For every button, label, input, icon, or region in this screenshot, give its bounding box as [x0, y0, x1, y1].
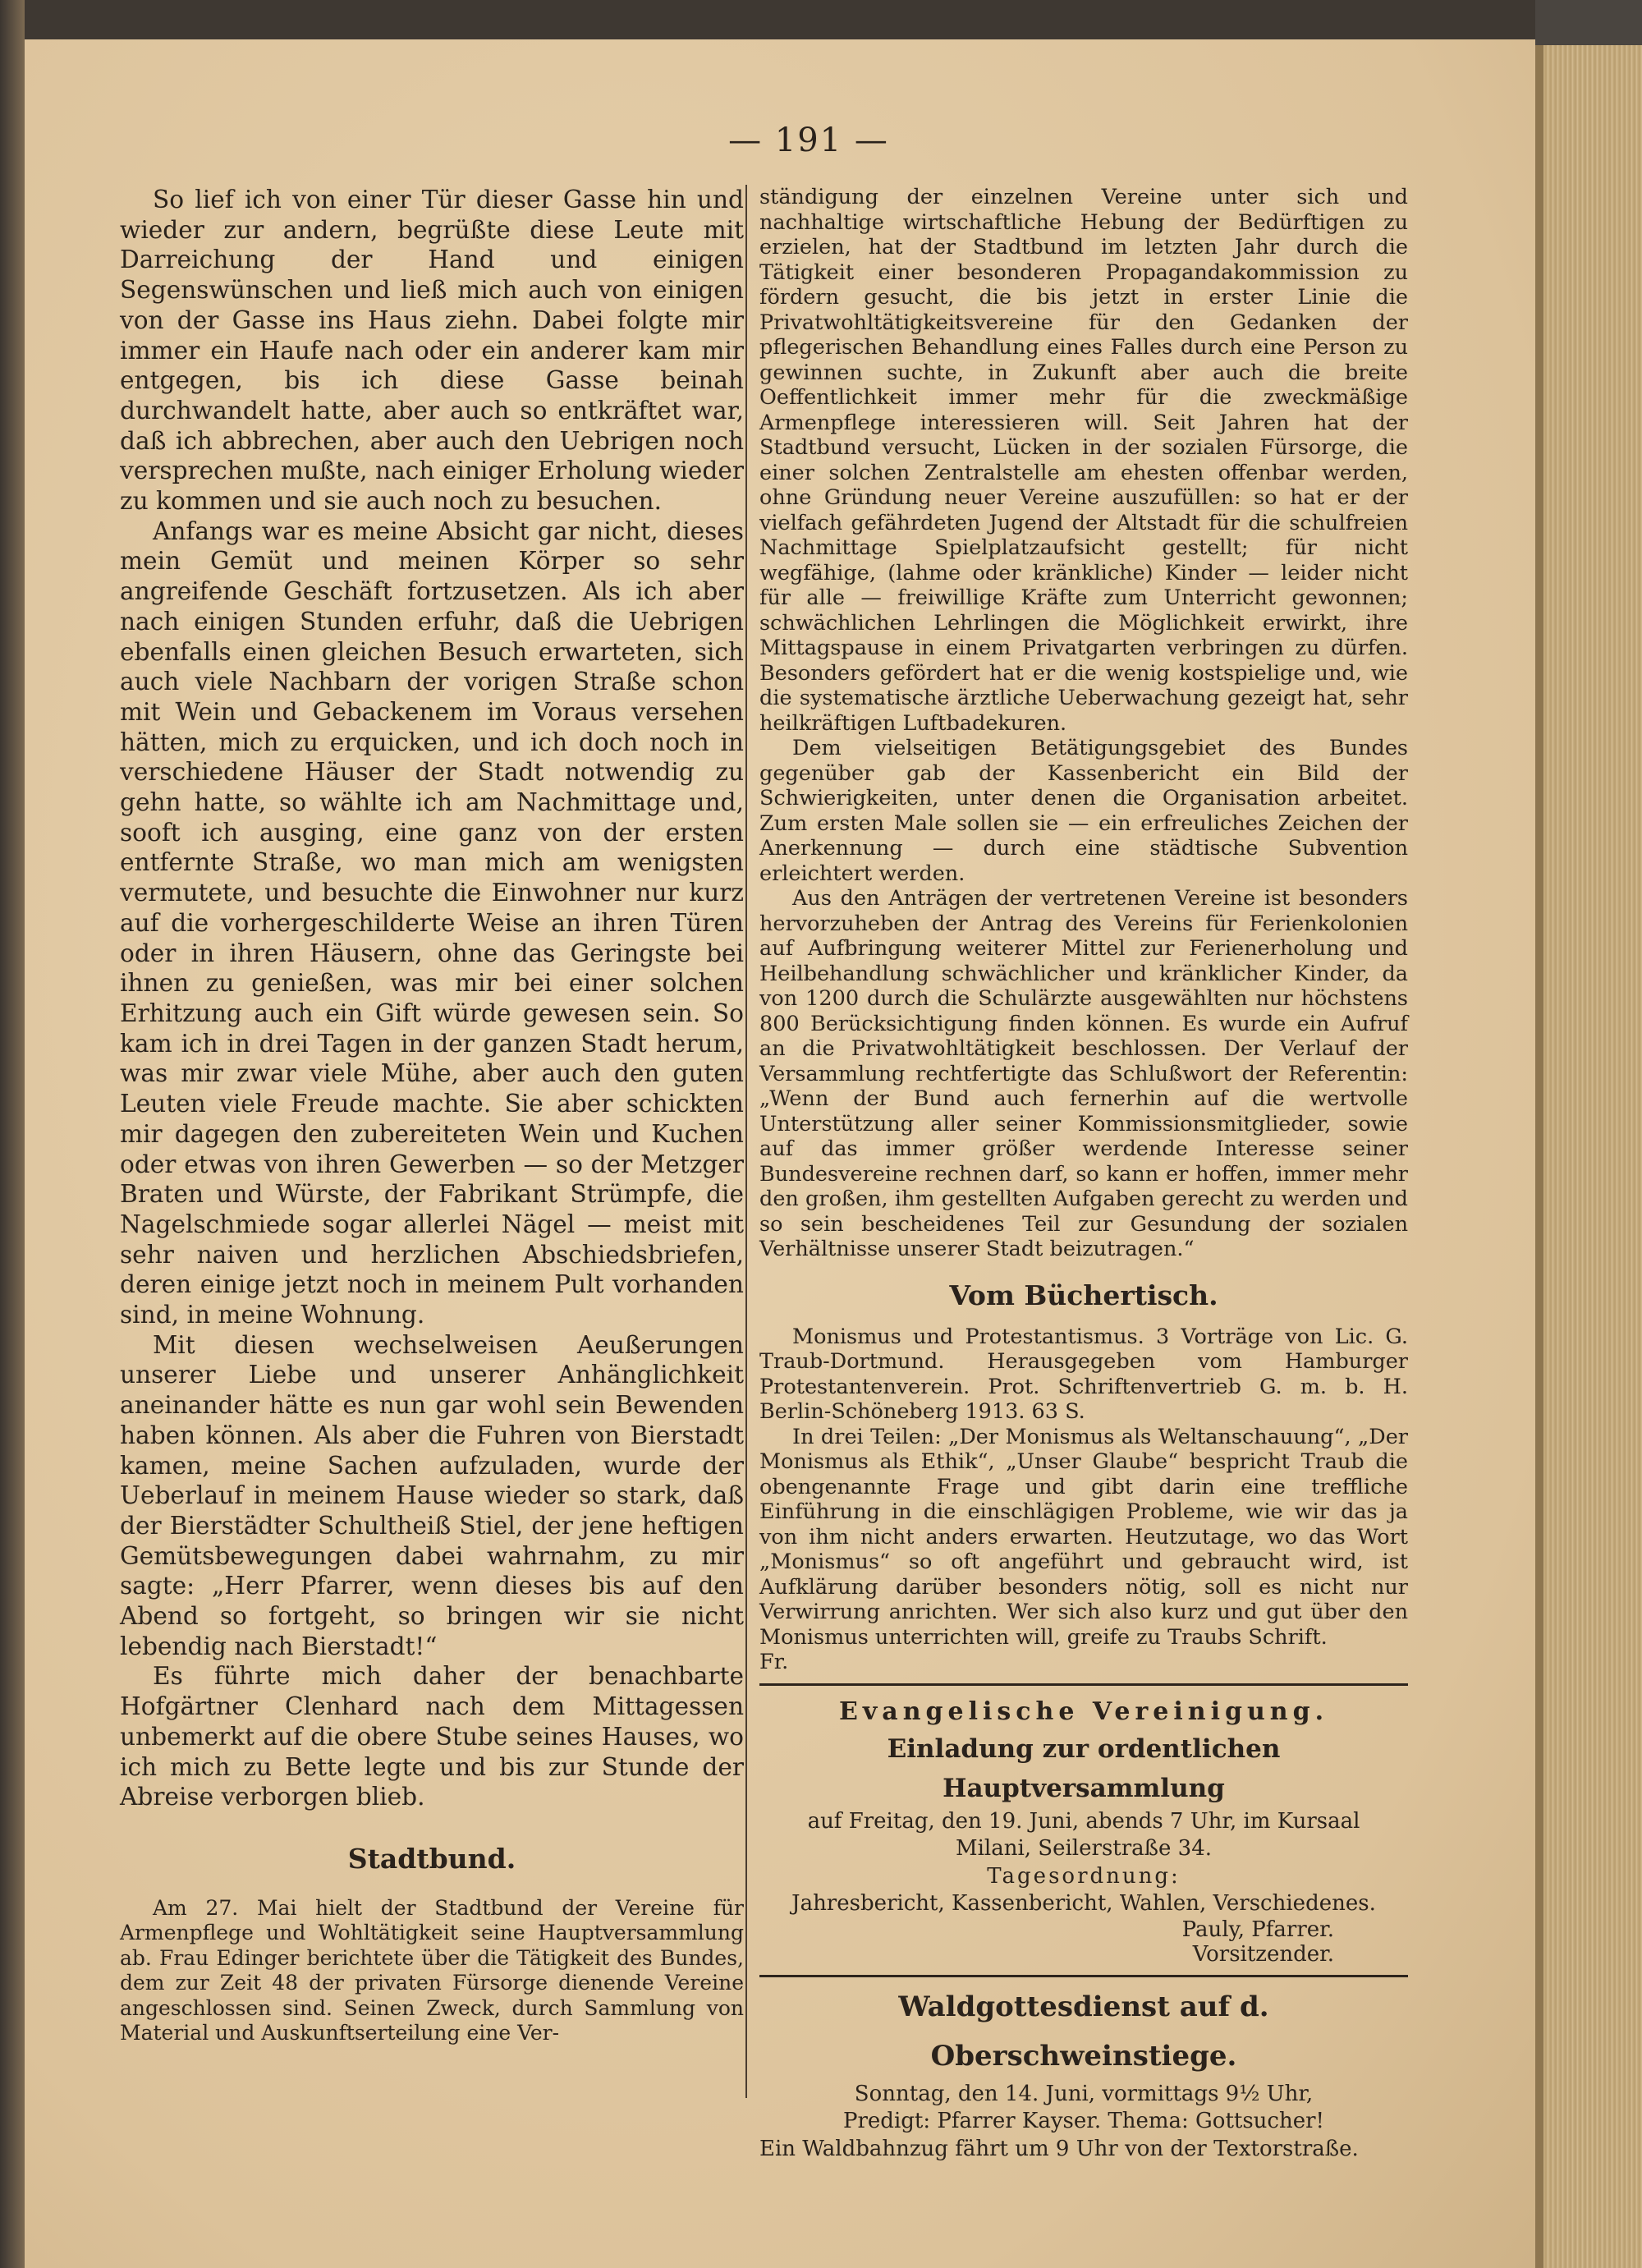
left-paragraph-3: Mit diesen wechselweisen Aeußerungen unserer Liebe und unserer Anhänglichkeit aneinander hätte es nun gar wohl sein Bewenden haben können. Als aber die Fuhren von Bierstadt kamen, meine Sachen aufzuladen, wurde der Ueberlauf in meinem Hause wieder so stark, daß der Bierstädter Schultheiß Stiel, der jene heftigen Gemütsbewegungen dabei wahrnahm, zu mir sagte: „Herr Pfarrer, wenn dieses bis auf den Abend so fortgeht, so bringen wir sie nicht lebendig nach Bierstadt!“: [120, 1330, 744, 1660]
ad1-subheading: Einladung zur ordentlichen Hauptversammlung: [887, 1733, 1281, 1803]
left-paragraph-1: So lief ich von einer Tür dieser Gasse hin und wieder zur andern, begrüßte diese Leute mit Darreichung der Hand und einigen Segenswünschen und ließ mich auch von einigen von der Gasse ins Haus ziehn. Dabei folgte mir immer ein Haufe nach oder ein anderer kam mir entgegen, bis ich diese Gasse beinah durchwandelt hatte, aber auch so entkräftet war, daß ich abbrechen, aber auch den Uebrigen noch versprechen mußte, nach einiger Erholung wieder zu kommen und sie auch noch zu besuchen.: [120, 186, 744, 516]
stadtbund-paragraph-3: Aus den Anträgen der vertretenen Vereine ist besonders hervorzuheben der Antrag des Vereins für Ferienkolonien auf Aufbringung weiterer Mittel zur Ferienerholung und Heilbehandlung schwächlicher und kränklicher Kinder, da von 1200 durch die Schulärzte ausgewählten nur höchstens 800 Berücksichtigung finden können. Es wurde ein Aufruf an die Privatwohltätigkeit beschlossen. Der Verlauf der Versammlung rechtfertigte das Schlußwort der Referentin: „Wenn der Bund auch fernerhin auf die wertvolle Unterstützung aller seiner Kommissionsmitglieder, sowie auf das immer größer werdende Interesse seiner Bundesvereine rechnen darf, so kann er hoffen, immer mehr den großen, ihm gestellten Aufgaben gerecht zu werden und so sein bescheidenes Teil zur Gesundung der sozialen Verhältnisse unserer Stadt beizutragen.“: [759, 886, 1408, 1261]
left-page-edge: [0, 0, 25, 2268]
divider-rule-2: [759, 1975, 1408, 1977]
ad1-signer-role: Vorsitzender.: [1192, 1941, 1334, 1967]
page-stack-edge: [1543, 45, 1642, 2268]
stadtbund-heading: Stadtbund.: [347, 1842, 516, 1875]
ad1-line2: Milani, Seilerstraße 34.: [955, 1835, 1213, 1861]
left-paragraph-2: Anfangs war es meine Absicht gar nicht, dieses mein Gemüt und meinen Körper so sehr angreifende Geschäft fortzusetzen. Als ich aber nach einigen Stunden erfuhr, daß die Uebrigen ebenfalls einen gleichen Besuch erwarteten, sich auch viele Nachbarn der vorigen Straße schon mit Wein und Gebackenem im Voraus versehen hätten, mich zu erquicken, und ich doch noch in verschiedene Häuser der Stadt notwendig zu gehn hatte, so wählte ich am Nachmittage und, sooft ich ausging, eine ganz von der ersten entfernte Straße, wo man mich am wenigsten vermutete, und besuchte die Einwohner nur kurz auf die vorhergeschilderte Weise an ihren Türen oder in ihren Häusern, ohne das Geringste bei ihnen zu genießen, was mir bei einer solchen Erhitzung auch ein Gift würde gewesen sein. So kam ich in drei Tagen in der ganzen Stadt herum, was mir zwar viele Mühe, aber auch den guten Leuten viele Freude machte. Sie aber schickten mir dagegen den zubereiteten Wein und Kuchen oder etwas von ihren Gewerben — so der Metzger Braten und Würste, der Fabrikant Strümpfe, die Nagelschmiede sogar allerlei Nägel — meist mit sehr naiven und herzlichen Abschiedsbriefen, deren einige jetzt noch in meinem Pult vorhanden sind, in meine Wohnung.: [120, 516, 744, 1329]
ad1-agenda: Jahresbericht, Kassenbericht, Wahlen, Verschiedenes.: [791, 1890, 1376, 1916]
stadtbund-continuation: ständigung der einzelnen Vereine unter sich und nachhaltige wirtschaftliche Hebung der Bedürftigen zu erzielen, hat der Stadtbund im letzten Jahr durch die Tätigkeit einer besonderen Propagandakommission zu fördern gesucht, die bis jetzt in erster Linie die Privatwohltätigkeitsvereine für den Gedanken der pflegerischen Behandlung eines Falles durch eine Person zu gewinnen suchte, in Zukunft aber auch die breite Oeffentlichkeit immer mehr für die zweckmäßige Armenpflege interessieren will. Seit Jahren hat der Stadtbund versucht, Lücken in der sozialen Fürsorge, die einer solchen Zentralstelle am ehesten offenbar werden, ohne Gründung neuer Vereine auszufüllen: so hat er der vielfach gefährdeten Jugend der Altstadt für die schulfreien Nachmittage Spielplatzaufsicht gestellt; für nicht wegfähige, (lahme oder kränkliche) Kinder — leider nicht für alle — freiwillige Kräfte zum Unterricht gewonnen; schwächlichen Lehrlingen die Möglichkeit erwirkt, ihre Mittagspause in einem Privatgarten verbringen zu dürfen. Besonders gefördert hat er die wenig kostspielige und, wie die systematische ärztliche Ueberwachung gezeigt hat, sehr heilkräftigen Luftbadekuren.: [759, 185, 1408, 736]
left-paragraph-4: Es führte mich daher der benachbarte Hofgärtner Clenhard nach dem Mittagessen unbemerkt auf die obere Stube seines Hauses, wo ich mich zu Bette legte und bis zur Stunde der Abreise verborgen blieb.: [120, 1662, 744, 1811]
book-page: [25, 0, 1535, 2268]
ad1-line1: auf Freitag, den 19. Juni, abends 7 Uhr, im Kursaal: [807, 1808, 1360, 1834]
ad2-line1: Sonntag, den 14. Juni, vormittags 9½ Uhr,: [854, 2081, 1314, 2106]
stadtbund-text: Am 27. Mai hielt der Stadtbund der Vereine für Armenpflege und Wohltätigkeit seine Hauptversammlung ab. Frau Edinger berichtete über die Tätigkeit des Bundes, dem zur Zeit 48 der privaten Fürsorge dienende Vereine angeschlossen sind. Seinen Zweck, durch Sammlung von Material und Auskunftserteilung eine Ver-: [120, 1895, 744, 2045]
left-column: [120, 185, 744, 2045]
book-reference: Monismus und Protestantismus. 3 Vorträge von Lic. G. Traub-Dortmund. Herausgegeben vom Hamburger Protestantenverein. Prot. Schriftenvertrieb G. m. b. H. Berlin-Schöneberg 1913. 63 S.: [759, 1324, 1408, 1424]
ad2-line2: Predigt: Pfarrer Kayser. Thema: Gottsucher!: [842, 2108, 1324, 2133]
ad1-heading: Evangelische Vereinigung.: [838, 1696, 1329, 1726]
book-review: In drei Teilen: „Der Monismus als Weltanschauung“, „Der Monismus als Ethik“, „Unser Glaube“ bespricht Traub die obengenannte Frage und gibt darin eine treffliche Einführung in die einschlägigen Probleme, wie wir das ja von ihm nicht anders erwarten. Heutzutage, wo das Wort „Monismus“ so oft angeführt und gebraucht wird, ist Aufklärung darüber besonders nötig, soll es nicht nur Verwirrung anrichten. Wer sich also kurz und gut über den Monismus unterrichten will, greife zu Traubs Schrift.: [759, 1424, 1408, 1650]
ad2-line3: Ein Waldbahnzug fährt um 9 Uhr von der Textorstraße.: [759, 2136, 1359, 2161]
stadtbund-paragraph-2: Dem vielseitigen Betätigungsgebiet des Bundes gegenüber gab der Kassenbericht ein Bild der Schwierigkeiten, unter denen die Organisation arbeitet. Zum ersten Male sollen sie — ein erfreuliches Zeichen der Anerkennung — durch eine städtische Subvention erleichtert werden.: [759, 736, 1408, 886]
column-divider: [745, 185, 747, 2098]
ad1-agenda-label: Tagesordnung:: [987, 1863, 1181, 1889]
top-shadow: [25, 0, 1535, 39]
page-number: — 191 —: [728, 122, 889, 159]
ad2-heading: Waldgottesdienst auf d. Oberschweinstiege.: [898, 1990, 1269, 2073]
ad1-signer: Pauly, Pfarrer.: [1181, 1917, 1334, 1942]
divider-rule-1: [759, 1683, 1408, 1686]
review-signature: Fr.: [759, 1650, 789, 1674]
right-column: [759, 185, 1408, 2163]
buechertisch-heading: Vom Büchertisch.: [949, 1279, 1218, 1311]
